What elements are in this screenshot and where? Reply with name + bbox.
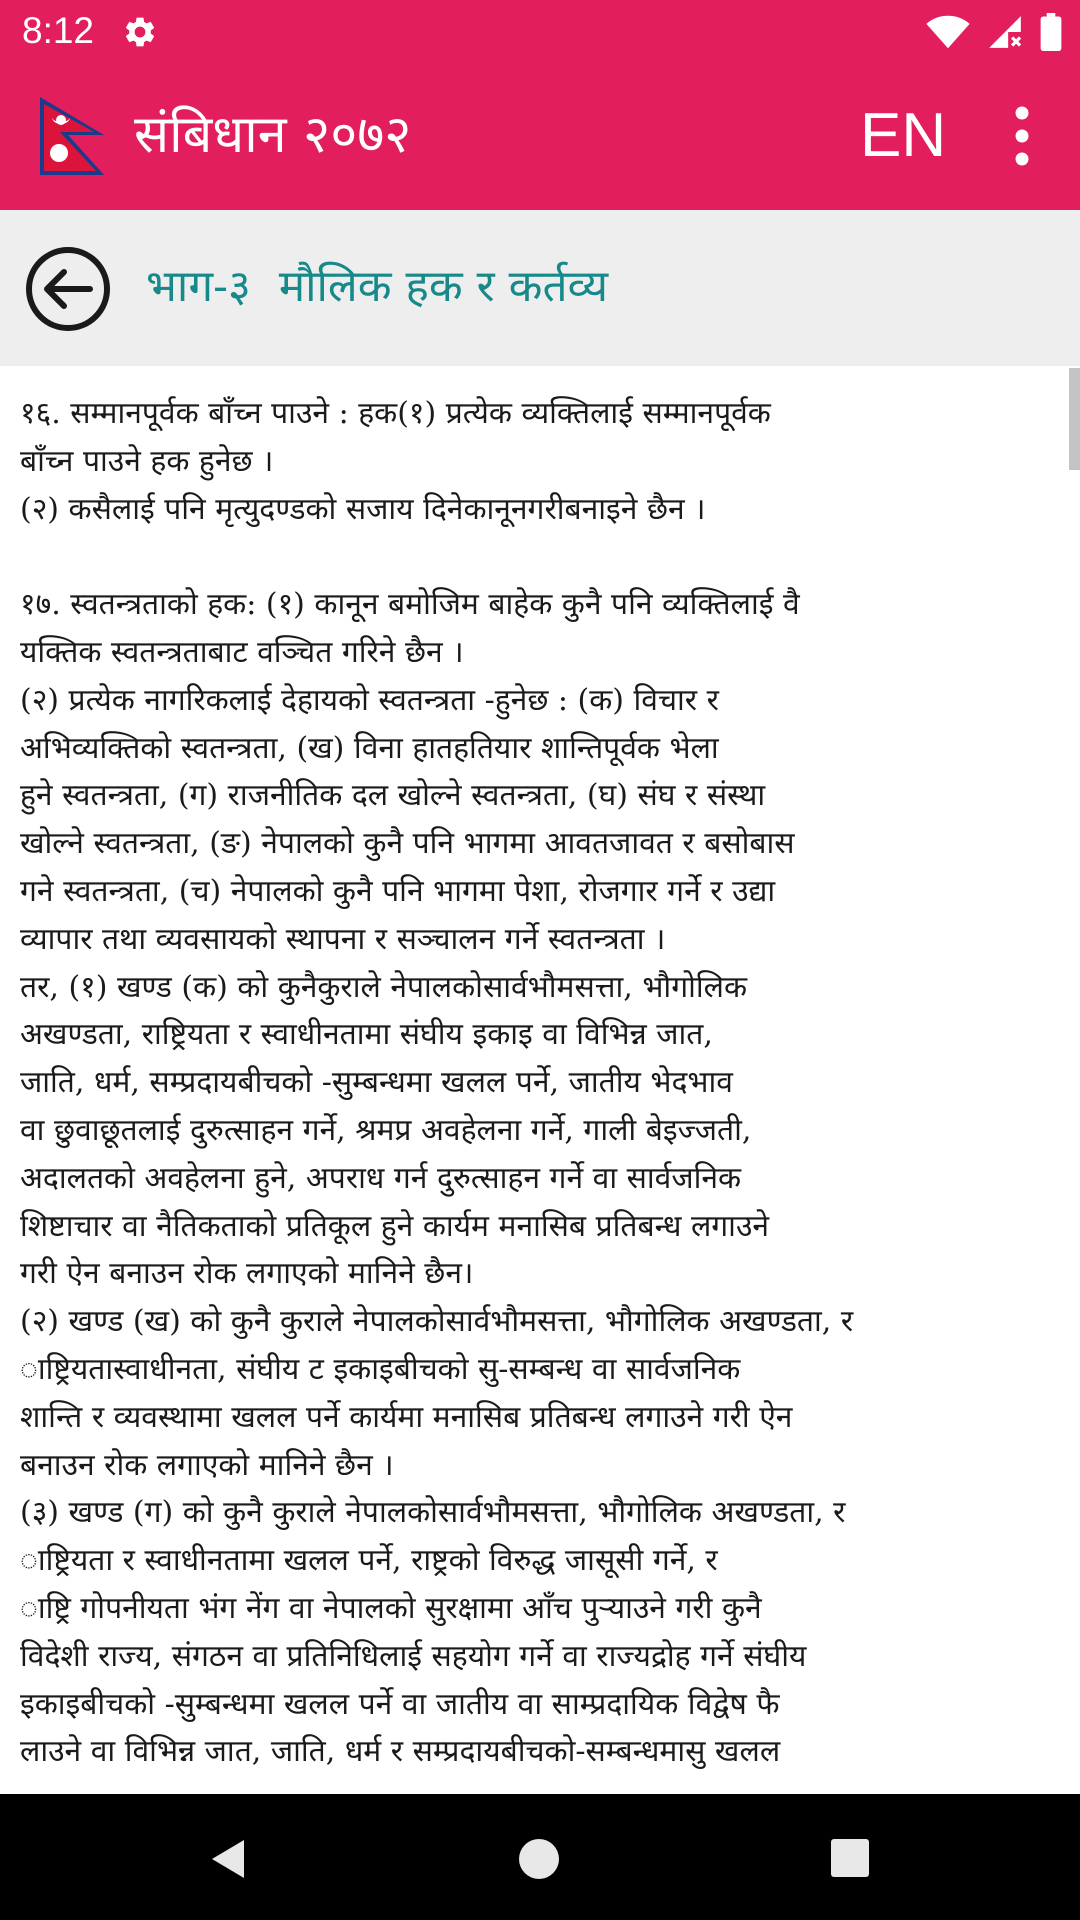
article-line: ाष्ट्रियता र स्वाधीनतामा खलल पर्ने, राष्ट्रको विरुद्ध जासूसी गर्ने, र — [20, 1543, 718, 1579]
article-line: गरी ऐन बनाउन रोक लगाएको मानिने छैन। — [20, 1256, 474, 1292]
article-line: (२) प्रत्येक नागरिकलाई देहायको स्वतन्त्रता -हुनेछ : (क) विचार र — [20, 682, 719, 718]
article-line: ाष्ट्रियतास्वाधीनता, संघीय ट इकाइबीचको सु-सम्बन्ध वा सार्वजनिक — [20, 1351, 741, 1387]
system-nav-bar — [0, 1794, 1080, 1920]
article-line: गने स्वतन्त्रता, (च) नेपालको कुनै पनि भागमा पेशा, रोजगार गर्ने र उद्या — [20, 873, 776, 909]
article-text — [20, 390, 1060, 1776]
article-line: शान्ति र व्यवस्थामा खलल पर्ने कार्यमा मनासिब प्रतिबन्ध लगाउने गरी ऐन — [20, 1399, 793, 1435]
nav-back-icon[interactable] — [204, 1836, 250, 1882]
article-line: तर, (१) खण्ड (क) को कुनैकुराले नेपालकोसार्वभौमसत्ता, भौगोलिक — [20, 969, 748, 1005]
article-line: लाउने वा विभिन्न जात, जाति, धर्म र सम्प्रदायबीचको-सम्बन्धमासु खलल — [20, 1734, 781, 1770]
article-line: (२) खण्ड (ख) को कुनै कुराले नेपालकोसार्वभौमसत्ता, भौगोलिक अखण्डता, र — [20, 1304, 854, 1340]
more-vert-icon[interactable] — [1000, 103, 1044, 169]
article-line: खोल्ने स्वतन्त्रता, (ङ) नेपालको कुनै पनि भागमा आवतजावत र बसोबास — [20, 826, 795, 862]
nav-recents-icon[interactable] — [830, 1838, 870, 1878]
nepal-flag-icon — [38, 95, 108, 177]
article-line: १७. स्वतन्त्रताको हक: (१) कानून बमोजिम बाहेक कुनै पनि व्यक्तिलाई वै — [20, 587, 800, 623]
article-line: हुने स्वतन्त्रता, (ग) राजनीतिक दल खोल्ने स्वतन्त्रता, (घ) संघ र संस्था — [20, 778, 766, 814]
article-line: व्यापार तथा व्यवसायको स्थापना र सञ्चालन गर्ने स्वतन्त्रता । — [20, 921, 666, 957]
section-header — [0, 210, 1080, 366]
status-icons — [926, 12, 1062, 52]
article-line: (२) कसैलाई पनि मृत्युदण्डको सजाय दिनेकानूनगरीबनाइने छैन । — [20, 491, 706, 527]
app-title: संबिधान २०७२ — [134, 105, 412, 165]
article-line: यक्तिक स्वतन्त्रताबाट वञ्चित गरिने छैन । — [20, 634, 464, 670]
app-bar — [0, 63, 1080, 210]
article-line: बनाउन रोक लगाएको मानिने छैन । — [20, 1447, 394, 1483]
article-line: अदालतको अवहेलना हुने, अपराध गर्न दुरुत्साहन गर्ने वा सार्वजनिक — [20, 1160, 742, 1196]
article-line: जाति, धर्म, सम्प्रदायबीचको -सुम्बन्धमा खलल पर्ने, जातीय भेदभाव — [20, 1065, 733, 1101]
nav-home-icon[interactable] — [516, 1836, 562, 1882]
article-line: १६. सम्मानपूर्वक बाँच्न पाउने : हक(१) प्रत्येक व्यक्तिलाई सम्मानपूर्वक — [20, 396, 771, 431]
scrollbar-thumb[interactable] — [1069, 368, 1080, 470]
article-line: (३) खण्ड (ग) को कुनै कुराले नेपालकोसार्वभौमसत्ता, भौगोलिक अखण्डता, र — [20, 1495, 846, 1531]
article-line: ाष्ट्रि गोपनीयता भंग नेंग वा नेपालको सुरक्षामा आँच पुर्‍याउने गरी कुनै — [20, 1590, 762, 1626]
status-bar — [0, 0, 1080, 63]
battery-icon — [1040, 13, 1062, 51]
article-line: वा छुवाछूतलाई दुरुत्साहन गर्ने, श्रमप्र अवहेलना गर्ने, गाली बेइज्जती, — [20, 1112, 752, 1148]
signal-icon — [986, 13, 1024, 51]
wifi-icon — [926, 14, 970, 50]
article-line: विदेशी राज्य, संगठन वा प्रतिनिधिलाई सहयोग गर्ने वा राज्यद्रोह गर्ने संघीय — [20, 1638, 807, 1674]
article-line: शिष्टाचार वा नैतिकताको प्रतिकूल हुने कार्यम मनासिब प्रतिबन्ध लगाउने — [20, 1208, 770, 1244]
status-time: 8:12 — [22, 10, 95, 51]
gear-icon — [122, 14, 158, 50]
article-line: इकाइबीचको -सुम्बन्धमा खलल पर्ने वा जातीय वा साम्प्रदायिक विद्वेष फै — [20, 1686, 780, 1722]
article-line: अखण्डता, राष्ट्रियता र स्वाधीनतामा संघीय इकाइ वा विभिन्न जात, — [20, 1017, 713, 1053]
section-title: भाग-३ मौलिक हक र कर्तव्य — [146, 261, 609, 312]
article-content[interactable] — [0, 366, 1080, 1794]
article-line: बाँच्न पाउने हक हुनेछ । — [20, 443, 274, 479]
article-line: अभिव्यक्तिको स्वतन्त्रता, (ख) विना हातहतियार शान्तिपूर्वक भेला — [20, 730, 719, 766]
back-arrow-icon[interactable] — [24, 245, 112, 333]
language-toggle-button[interactable]: EN — [860, 101, 947, 170]
